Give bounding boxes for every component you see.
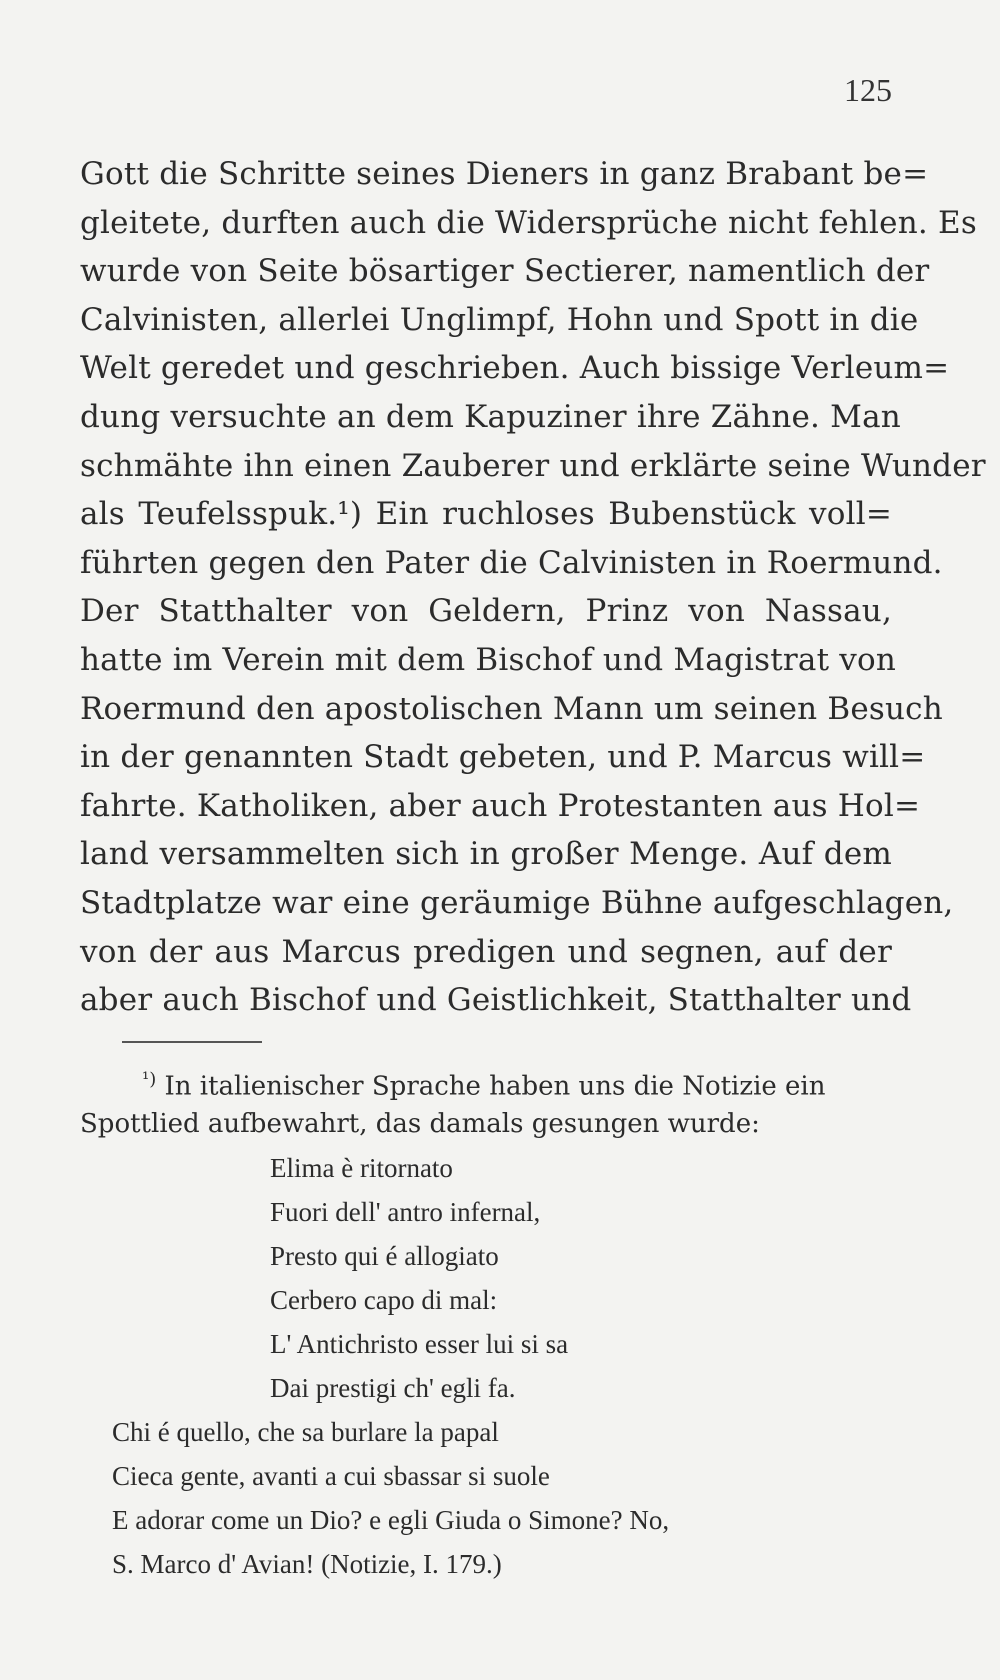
footnote-poem (80, 1146, 892, 1410)
body-line: Calvinisten, allerlei Unglimpf, Hohn und Spott in die (80, 301, 919, 338)
body-line: wurde von Seite bösartiger Sectierer, namentlich der (80, 253, 930, 290)
body-line: führten gegen den Pater die Calvinisten in Roermund. (80, 544, 943, 581)
poem-line: Cerbero capo di mal: (270, 1285, 498, 1315)
body-line: Gott die Schritte seines Dieners in ganz Brabant be= (80, 156, 929, 192)
body-line: Roermund den apostolischen Mann um seinen Besuch (80, 690, 943, 727)
body-line: aber auch Bischof und Geistlichkeit, Statthalter und (80, 982, 912, 1019)
poem-line: L' Antichristo esser lui si sa (270, 1329, 569, 1359)
body-line: Stadtplatze war eine geräumige Bühne aufgeschlagen, (80, 884, 954, 921)
body-line: als Teufelsspuk.¹) Ein ruchloses Bubenstück voll= (80, 496, 892, 533)
body-text (80, 150, 986, 1025)
body-line: fahrte. Katholiken, aber auch Protestanten aus Hol= (80, 787, 921, 824)
poem-line: Dai prestigi ch' egli fa. (270, 1373, 516, 1403)
body-line: von der aus Marcus predigen und segnen, auf der (80, 933, 892, 970)
footnote-intro-text: In italienischer Sprache haben uns die Notizie ein (164, 1071, 826, 1102)
footnote-intro-line: Spottlied aufbewahrt, das damals gesungen wurde: (80, 1109, 760, 1139)
footnote-intro-line (80, 1058, 892, 1102)
body-line: schmähte ihn einen Zauberer und erklärte seine Wunder (80, 447, 986, 484)
prose-line: E adorar come un Dio? e egli Giuda o Simone? No, (112, 1505, 670, 1535)
footnote-separator (122, 1041, 262, 1043)
body-line: Welt geredet und geschrieben. Auch bissige Verleum= (80, 350, 950, 387)
prose-line: S. Marco d' Avian! (Notizie, I. 179.) (112, 1549, 502, 1579)
poem-line: Fuori dell' antro infernal, (270, 1197, 541, 1227)
body-line: gleitete, durften auch die Widersprüche nicht fehlen. Es (80, 204, 977, 241)
page-number: 125 (844, 72, 892, 108)
body-line: dung versuchte an dem Kapuziner ihre Zähne. Man (80, 398, 901, 435)
body-line: land versammelten sich in großer Menge. Auf dem (80, 836, 892, 873)
body-line: Der Statthalter von Geldern, Prinz von Nassau, (80, 593, 892, 630)
body-line: in der genannten Stadt gebeten, und P. Marcus will= (80, 739, 926, 776)
footnote (80, 1058, 892, 1586)
body-line: hatte im Verein mit dem Bischof und Magistrat von (80, 641, 897, 678)
footnote-marker: ¹) (142, 1069, 157, 1090)
footnote-prose (80, 1410, 892, 1586)
poem-line: Elima è ritornato (270, 1153, 453, 1183)
poem-line: Presto qui é allogiato (270, 1241, 499, 1271)
prose-line: Cieca gente, avanti a cui sbassar si suole (112, 1461, 550, 1491)
prose-line: Chi é quello, che sa burlare la papal (112, 1417, 499, 1447)
